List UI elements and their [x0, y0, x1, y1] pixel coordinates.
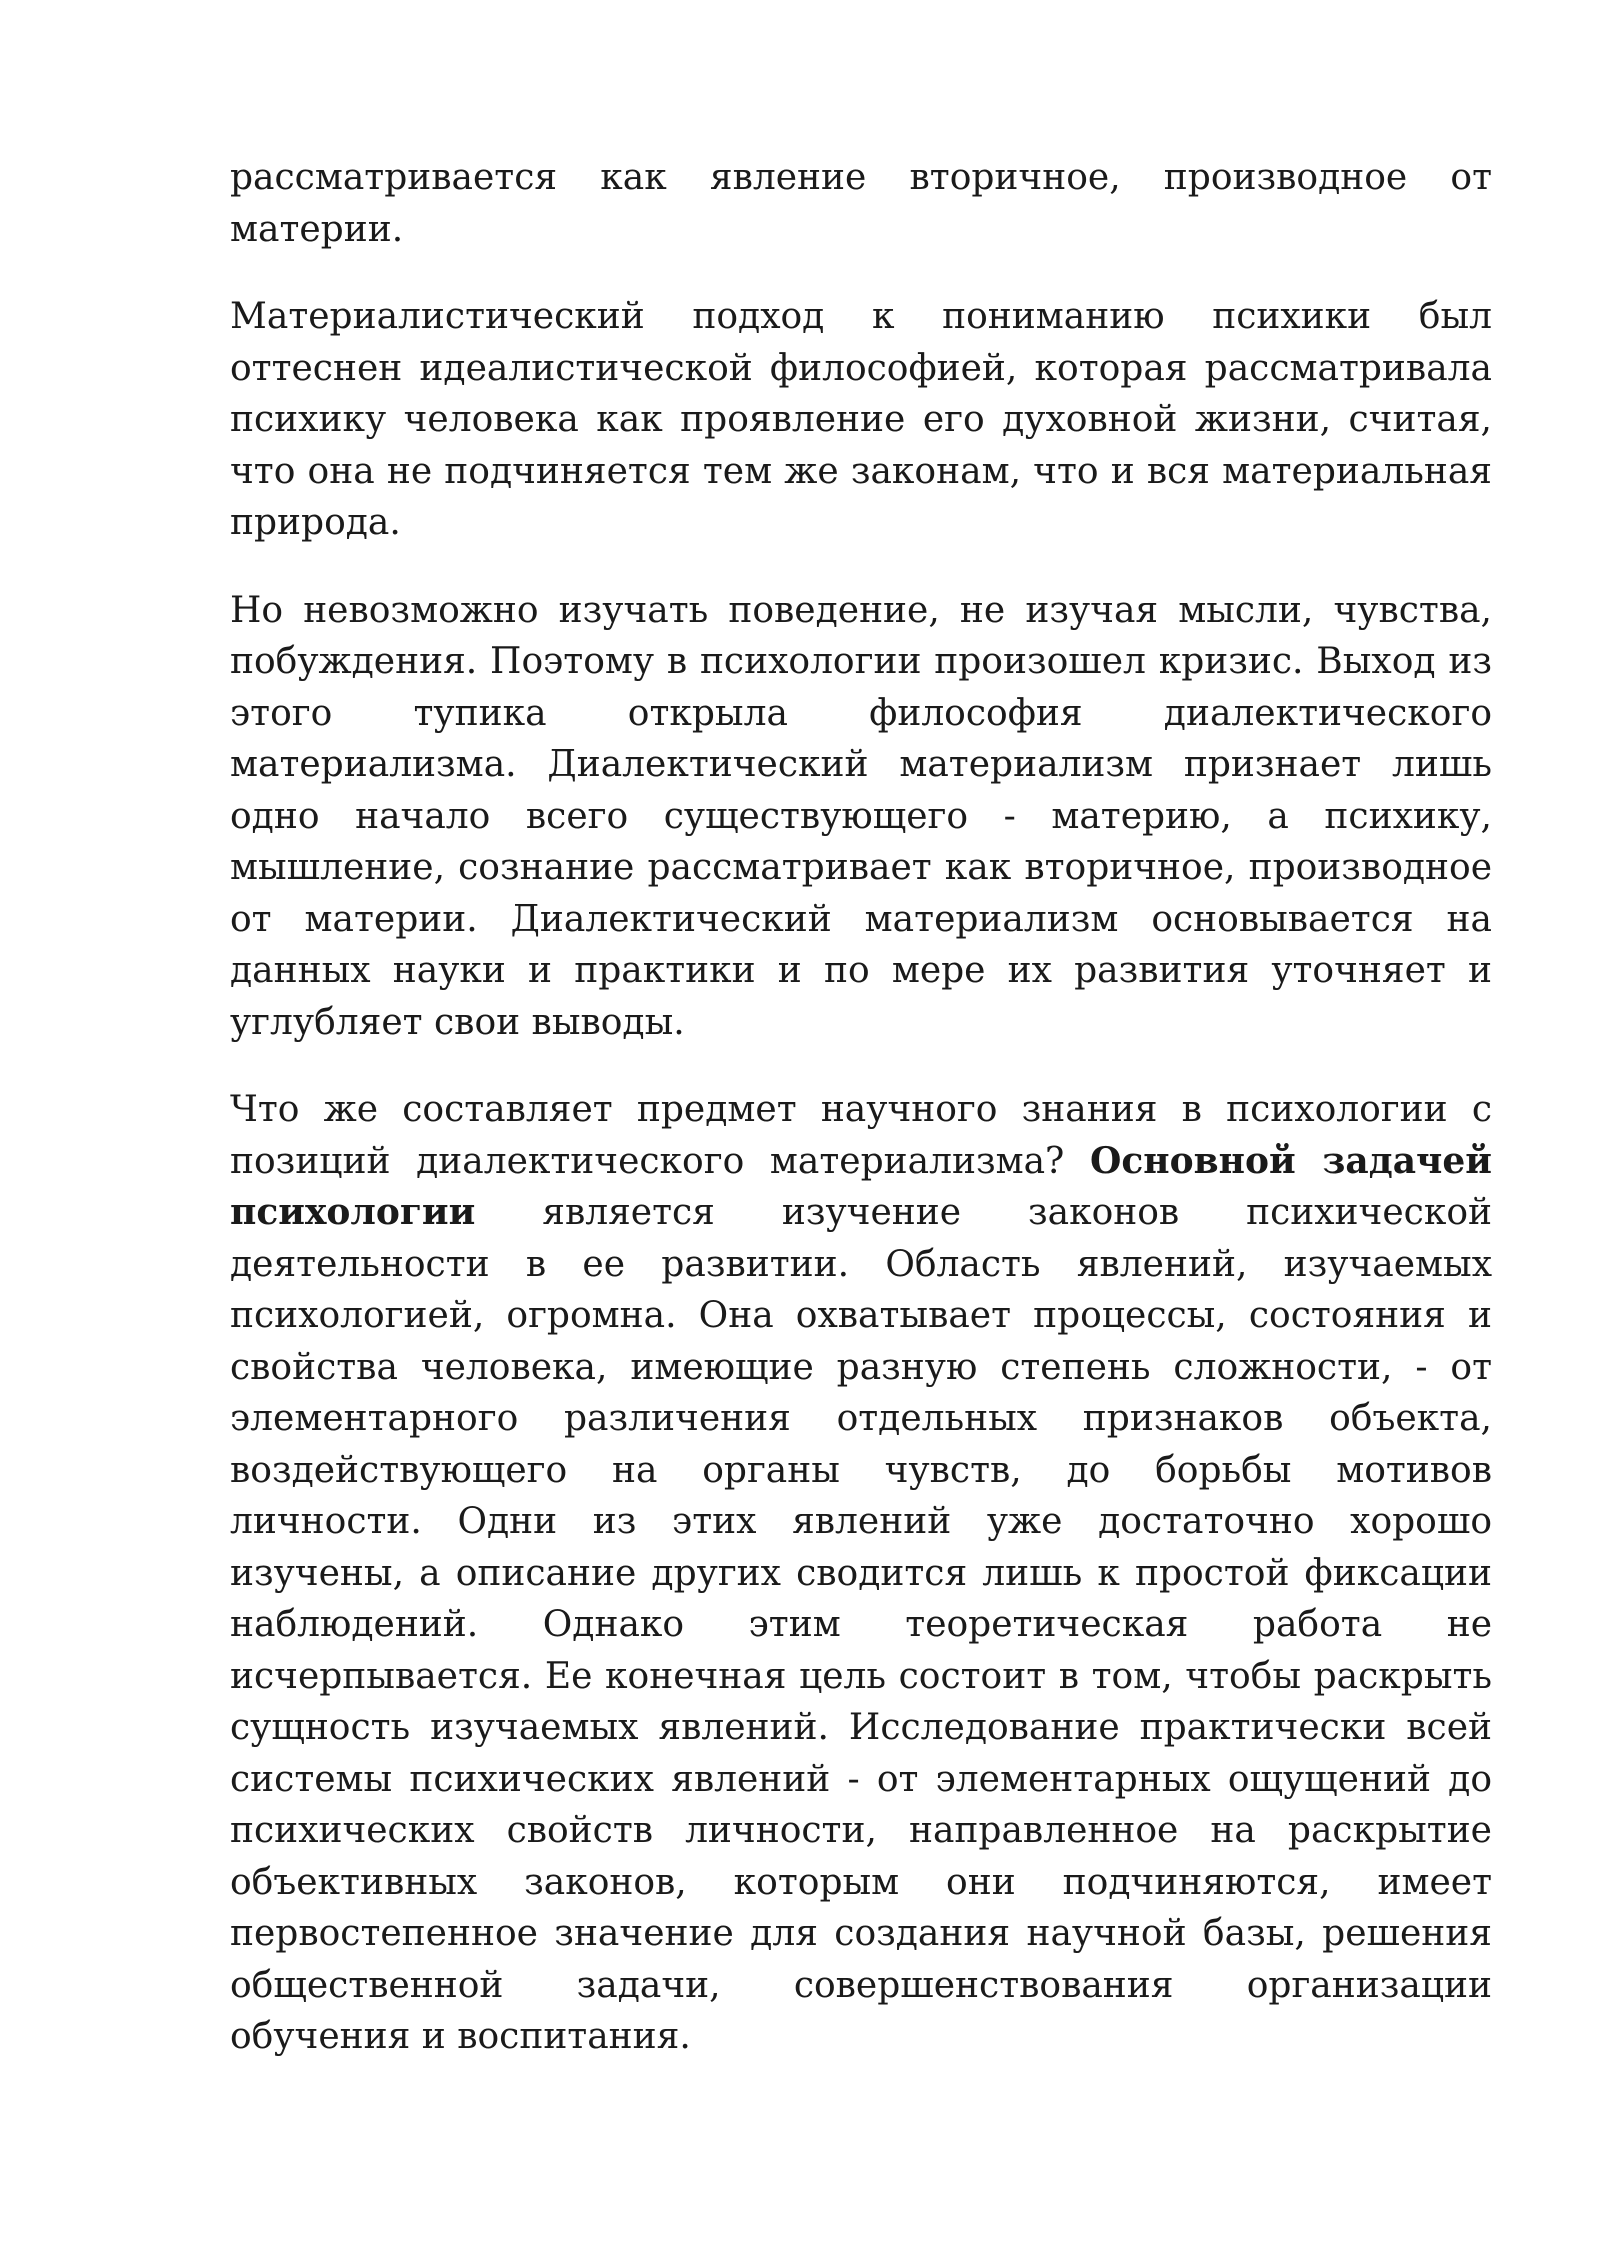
- paragraph-3: Но невозможно изучать поведение, не изучая мысли, чувства, побуждения. Поэтому в психологии произошел кризис. Выход из этого тупика открыла философия диалектического материализма. Диалектический материализм признает лишь одно начало всего существующего - материю, а психику, мышление, сознание рассматривает как вторичное, производное от материи. Диалектический материализм основывается на данных науки и практики и по мере их развития уточняет и углубляет свои выводы.: [230, 589, 1492, 1043]
- paragraph-4-lead: Что же составляет предмет научного знания в психологии с позиций диалектического материализма?: [230, 1089, 1492, 1182]
- paragraph-2: Материалистический подход к пониманию психики был оттеснен идеалистической философией, которая рассматривала психику человека как проявление его духовной жизни, считая, что она не подчиняется тем же законам, что и вся материальная природа.: [230, 296, 1492, 543]
- paragraph-4: [230, 1084, 1492, 2063]
- document-body: [230, 152, 1492, 2063]
- paragraph-4-rest: является изучение законов психической деятельности в ее развитии. Область явлений, изучаемых психологией, огромна. Она охватывает процессы, состояния и свойства человека, имеющие разную степень сложности, - от элементарного различения отдельных признаков объекта, воздействующего на органы чувств, до борьбы мотивов личности. Одни из этих явлений уже достаточно хорошо изучены, а описание других сводится лишь к простой фиксации наблюдений. Однако этим теоретическая работа не исчерпывается. Ее конечная цель состоит в том, чтобы раскрыть сущность изучаемых явлений. Исследование практически всей системы психических явлений - от элементарных ощущений до психических свойств личности, направленное на раскрытие объективных законов, которым они подчиняются, имеет первостепенное значение для создания научной базы, решения общественной задачи, совершенствования организации обучения и воспитания.: [230, 1192, 1492, 2057]
- paragraph-4-bold-term: Основной задачей психологии: [230, 1139, 1493, 1233]
- paragraph-1: рассматривается как явление вторичное, производное от материи.: [230, 157, 1492, 250]
